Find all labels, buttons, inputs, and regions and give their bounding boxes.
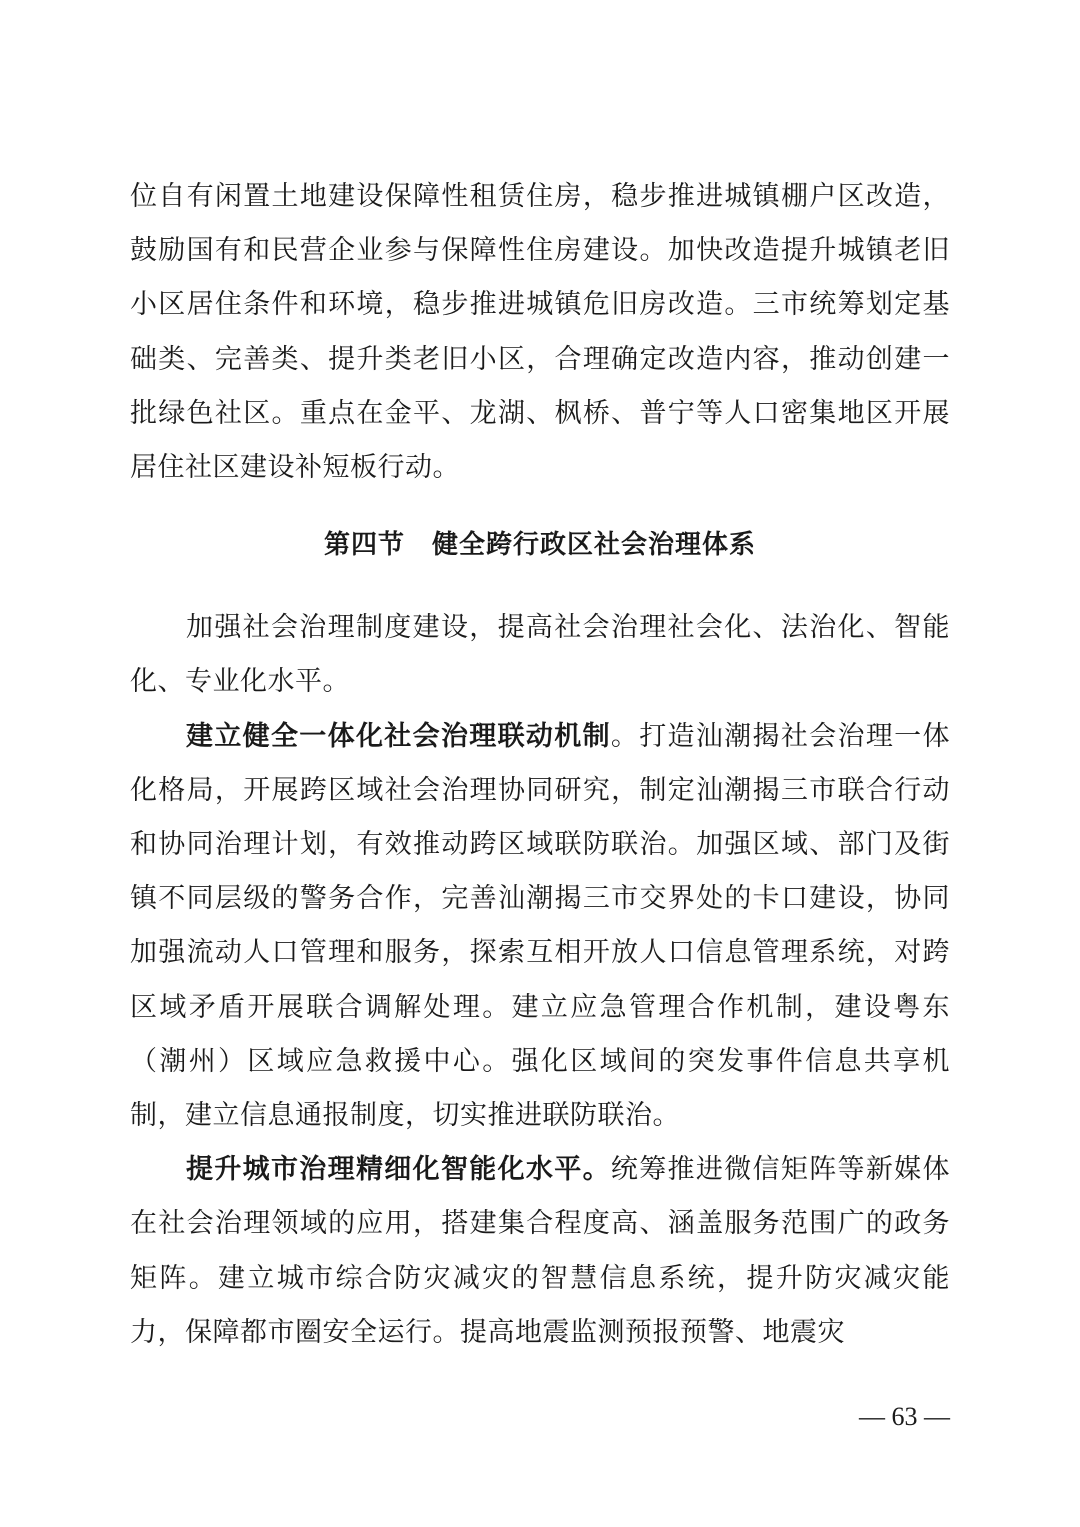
paragraph-body-text: 统筹推进微信矩阵等新媒体在社会治理领域的应用，搭建集合程度高、涵盖服务范围广的政务矩阵。建立城市综合防灾减灾的智慧信息系统，提升防灾减灾能力，保障都市圈安全运行。提高地震监测预报预警、地震灾 [130,1154,951,1348]
page-number: — 63 — [859,1402,950,1431]
section-item-paragraph [130,710,950,1144]
paragraph-lead-heading: 提升城市治理精细化智能化水平。 [186,1154,611,1186]
section-intro-paragraph: 加强社会治理制度建设，提高社会治理社会化、法治化、智能化、专业化水平。 [130,612,950,698]
section-heading: 第四节 健全跨行政区社会治理体系 [323,530,756,561]
body-paragraph-continued: 位自有闲置土地建设保障性租赁住房，稳步推进城镇棚户区改造，鼓励国有和民营企业参与保障性住房建设。加快改造提升城镇老旧小区居住条件和环境，稳步推进城镇危旧房改造。三市统筹划定基础类、完善类、提升类老旧小区，合理确定改造内容，推动创建一批绿色社区。重点在金平、龙湖、枫桥、普宁等人口密集地区开展居住社区建设补短板行动。 [130,181,950,484]
document-page [130,170,950,1360]
paragraph-body-text: 。打造汕潮揭社会治理一体化格局，开展跨区域社会治理协同研究，制定汕潮揭三市联合行动和协同治理计划，有效推动跨区域联防联治。加强区域、部门及街镇不同层级的警务合作，完善汕潮揭三市交界处的卡口建设，协同加强流动人口管理和服务，探索互相开放人口信息管理系统，对跨区域矛盾开展联合调解处理。建立应急管理合作机制，建设粤东（潮州）区域应急救援中心。强化区域间的突发事件信息共享机制，建立信息通报制度，切实推进联防联治。 [130,720,951,1132]
section-item-paragraph [130,1143,950,1360]
paragraph-lead-heading: 建立健全一体化社会治理联动机制 [186,720,611,752]
